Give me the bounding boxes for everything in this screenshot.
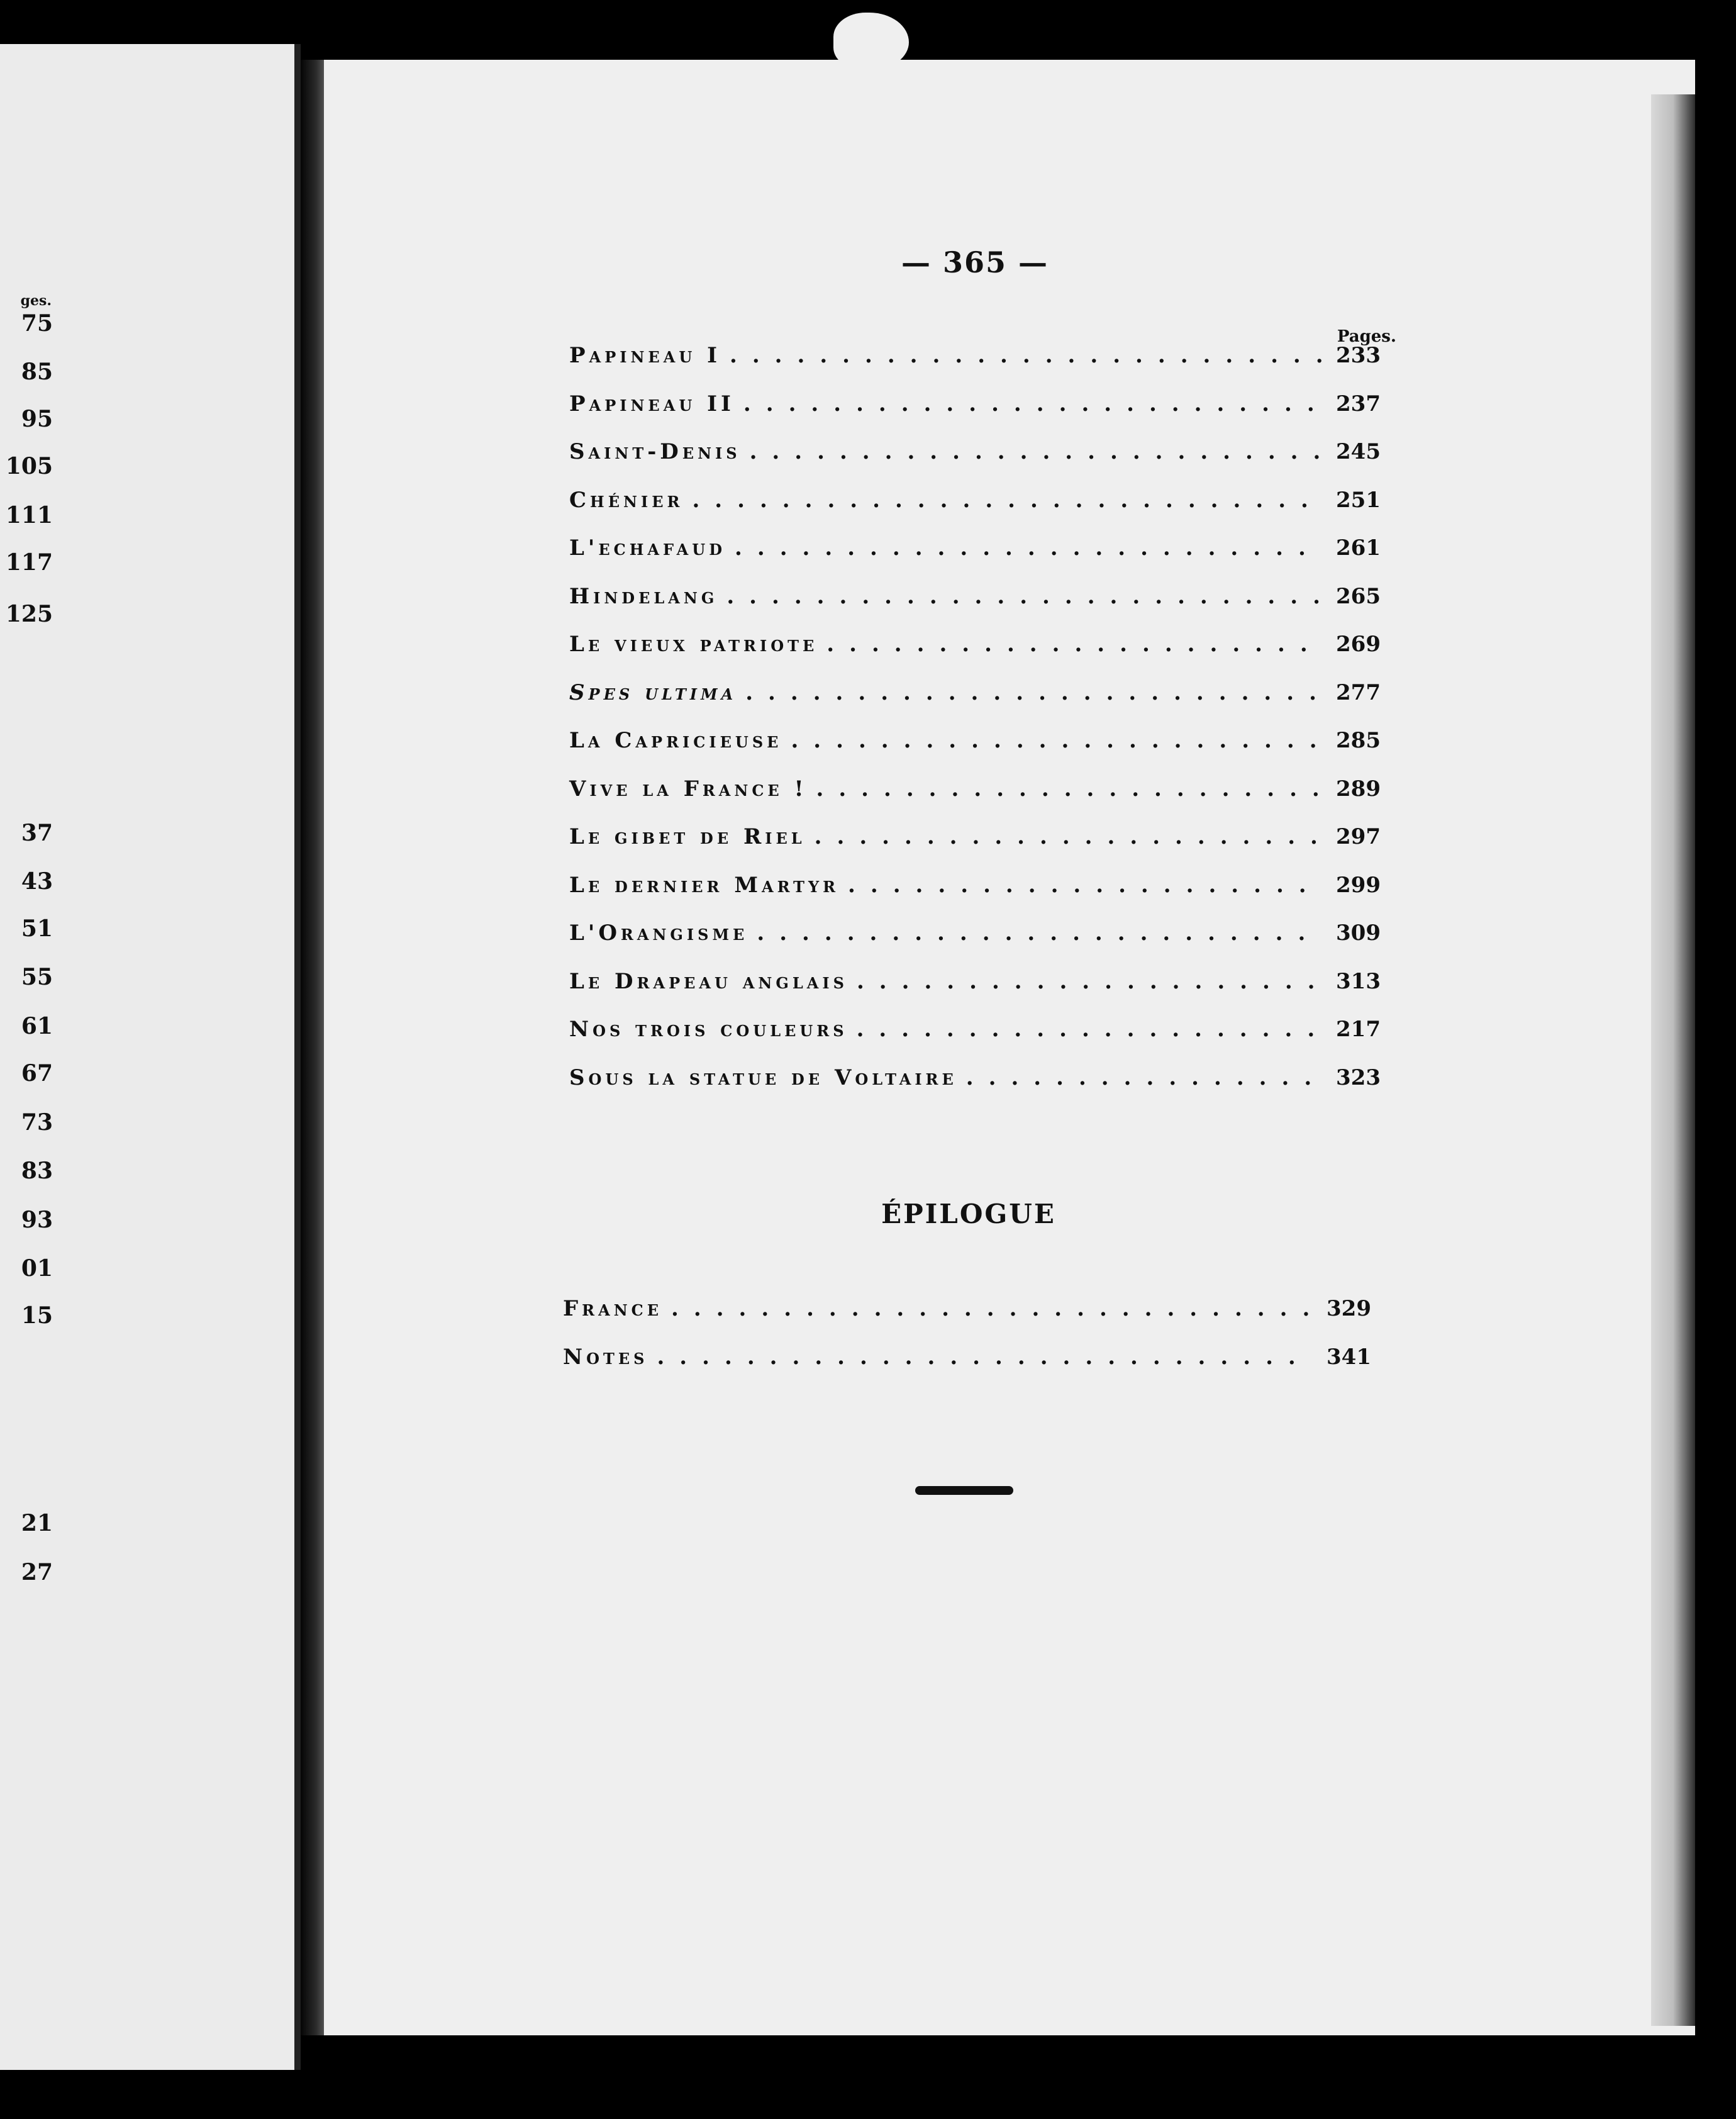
page-edge-shadow — [1651, 94, 1695, 2026]
left-page-number: 111 — [5, 502, 53, 528]
toc-leader-dots — [726, 584, 1321, 609]
toc-entry-page: 309 — [1336, 920, 1381, 946]
toc-entry — [563, 1296, 1371, 1345]
toc-leader-dots — [857, 969, 1321, 994]
toc-entry-title: Vive la France ! — [569, 776, 808, 802]
left-page-number: 85 — [21, 359, 53, 385]
toc-entry-title: Chénier — [569, 487, 684, 513]
left-facing-page — [0, 44, 301, 2070]
toc-leader-dots — [791, 728, 1321, 753]
toc-leader-dots — [730, 343, 1321, 368]
toc-entry-page: 251 — [1336, 487, 1381, 513]
pages-column-heading: Pages. — [1337, 327, 1396, 346]
toc-entry-title: Papineau II — [569, 391, 735, 417]
toc-leader-dots — [848, 873, 1321, 898]
left-page-number: 125 — [5, 601, 53, 627]
left-page-number: 95 — [21, 406, 53, 432]
toc-entry-page: 217 — [1336, 1017, 1381, 1042]
toc-leader-dots — [857, 1017, 1321, 1042]
left-page-number: 93 — [21, 1207, 53, 1233]
page-number: — 365 — — [901, 245, 1049, 279]
toc-entry-page: 233 — [1336, 343, 1381, 368]
toc-entry-title: Sous la statue de Voltaire — [569, 1065, 957, 1090]
toc-entry-page: 285 — [1336, 728, 1381, 753]
toc-entry — [569, 1065, 1381, 1114]
toc-leader-dots — [743, 391, 1321, 417]
left-page-number: 21 — [21, 1510, 53, 1536]
toc-entry-title: Le Drapeau anglais — [569, 968, 848, 994]
left-page-number: 105 — [5, 453, 53, 479]
toc-entry — [569, 728, 1381, 776]
toc-entry — [569, 632, 1381, 680]
toc-entry — [569, 343, 1381, 391]
toc-entry-title: Papineau I — [569, 343, 721, 368]
left-page-number: 75 — [21, 310, 53, 337]
epilogue-heading: ÉPILOGUE — [881, 1199, 1056, 1229]
left-page-number: 55 — [21, 964, 53, 990]
toc-entry — [569, 824, 1381, 873]
toc-entry — [569, 535, 1381, 584]
toc-entry-title: L'Orangisme — [569, 920, 748, 946]
toc-entry — [563, 1345, 1371, 1393]
toc-entry-page: 329 — [1327, 1296, 1371, 1321]
toc-leader-dots — [657, 1345, 1312, 1370]
toc-leader-dots — [816, 776, 1322, 802]
toc-entry — [569, 969, 1381, 1017]
toc-entry-page: 313 — [1336, 968, 1381, 994]
left-page-number: 73 — [21, 1109, 53, 1136]
toc-entry-page: 323 — [1336, 1065, 1381, 1090]
toc-entry — [569, 680, 1381, 729]
toc-entry-title: Nos trois couleurs — [569, 1017, 848, 1042]
left-page-number: 37 — [21, 820, 53, 846]
left-page-number: 61 — [21, 1013, 53, 1039]
toc-entry — [569, 391, 1381, 440]
toc-leader-dots — [750, 439, 1321, 464]
left-page-number: 117 — [5, 549, 53, 576]
left-page-number: 51 — [21, 915, 53, 942]
left-page-number: 15 — [21, 1302, 53, 1329]
toc-entry — [569, 488, 1381, 536]
left-page-number: 27 — [21, 1559, 53, 1585]
toc-entry-title: La Capricieuse — [569, 728, 782, 753]
toc-entry-page: 269 — [1336, 632, 1381, 657]
toc-entry — [569, 584, 1381, 632]
left-page-number: 83 — [21, 1158, 53, 1184]
toc-leader-dots — [692, 488, 1321, 513]
toc-leader-dots — [745, 680, 1321, 705]
toc-entry-title: Le gibet de Riel — [569, 824, 806, 849]
toc-entry-page: 265 — [1336, 583, 1381, 609]
toc-entry-page: 245 — [1336, 439, 1381, 464]
table-of-contents — [569, 343, 1381, 1113]
toc-entry-page: 341 — [1327, 1344, 1371, 1370]
left-page-number: 01 — [21, 1255, 53, 1282]
toc-leader-dots — [815, 824, 1321, 849]
toc-leader-dots — [671, 1296, 1312, 1321]
toc-entry-title: Saint-Denis — [569, 439, 741, 464]
toc-entry-page: 289 — [1336, 776, 1381, 802]
toc-entry-page: 261 — [1336, 535, 1381, 561]
epilogue-contents — [563, 1296, 1371, 1392]
toc-leader-dots — [735, 535, 1321, 561]
left-page-pages-heading: ges. — [20, 293, 52, 309]
toc-entry-title: Le dernier Martyr — [569, 872, 840, 898]
paper-blot — [833, 13, 909, 69]
toc-leader-dots — [966, 1065, 1321, 1090]
toc-entry-title: L'echafaud — [569, 535, 726, 561]
toc-entry — [569, 776, 1381, 825]
toc-entry-title: Notes — [563, 1344, 648, 1370]
closing-rule — [915, 1486, 1013, 1495]
toc-entry-page: 277 — [1336, 679, 1381, 705]
book-gutter — [301, 60, 326, 2035]
left-page-page-column — [0, 44, 60, 2070]
toc-entry — [569, 1017, 1381, 1065]
toc-entry-page: 297 — [1336, 824, 1381, 849]
toc-entry-title: Le vieux patriote — [569, 632, 818, 657]
toc-entry-page: 299 — [1336, 872, 1381, 898]
toc-entry — [569, 873, 1381, 921]
toc-entry-page: 237 — [1336, 391, 1381, 417]
toc-entry-title: France — [563, 1296, 663, 1321]
toc-entry — [569, 920, 1381, 969]
toc-entry-title: Spes ultima — [569, 679, 737, 705]
left-page-number: 67 — [21, 1060, 53, 1087]
toc-leader-dots — [826, 632, 1321, 657]
toc-entry-title: Hindelang — [569, 583, 718, 609]
toc-leader-dots — [757, 920, 1321, 946]
left-page-number: 43 — [21, 868, 53, 895]
toc-entry — [569, 439, 1381, 488]
